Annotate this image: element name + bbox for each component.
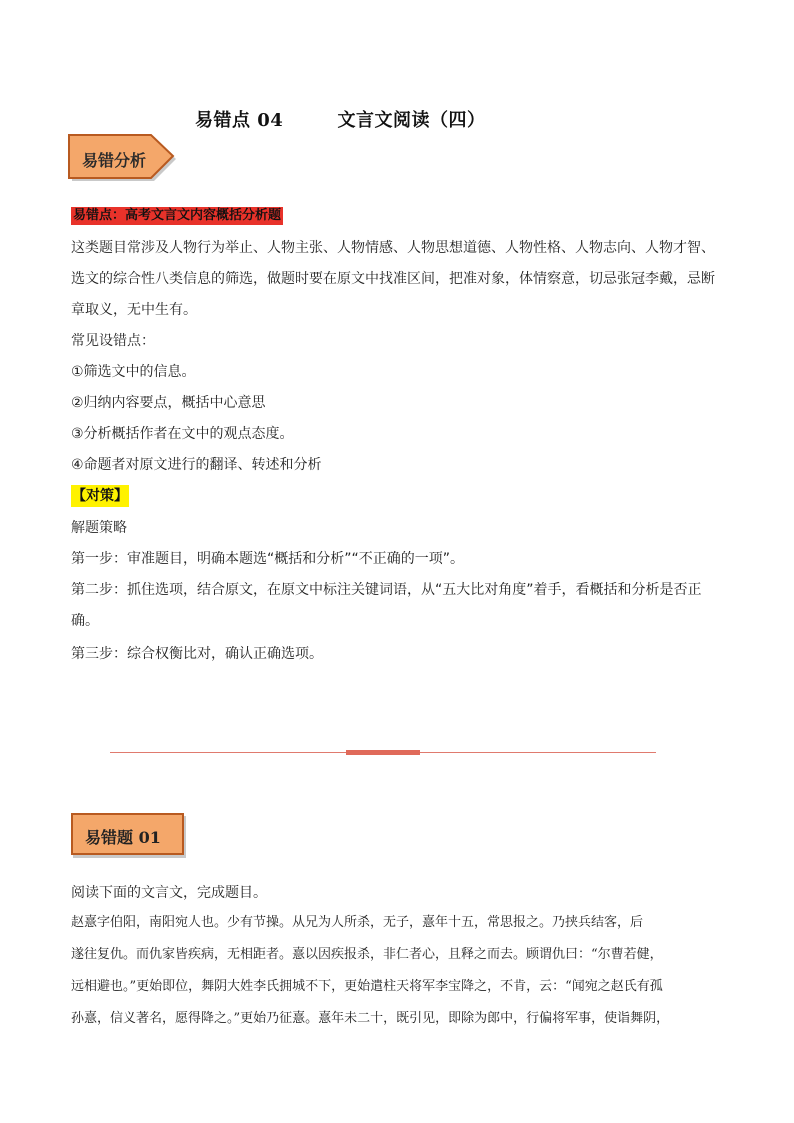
strategy-title: 解题策略 [71,520,127,536]
common-point-item: ①筛选文中的信息。 [71,364,196,380]
question-badge-label: 易错题 01 [85,828,161,847]
passage-line: 赵憙字伯阳，南阳宛人也。少有节操。从兄为人所杀，无子，憙年十五，常思报之。乃挟兵结客，后 [71,915,644,930]
page-title: 易错点 04 文言文阅读（四） [195,110,486,131]
strategy-tag: 【对策】 [71,485,129,507]
passage-line: 遂往复仇。而仇家皆疾病，无相距者。憙以因疾报杀，非仁者心，且释之而去。顾谓仇曰：“尔曹若健， [71,947,663,962]
passage-line: 孙憙，信义著名，愿得降之。”更始乃征憙。憙年未二十，既引见，即除为郎中，行偏将军事，使诣舞阴， [71,1011,670,1026]
intro-line: 这类题目常涉及人物行为举止、人物主张、人物情感、人物思想道德、人物性格、人物志向、人物才智、 [71,240,715,256]
strategy-step: 确。 [71,613,99,629]
question-badge [71,813,184,855]
section-badge [68,134,178,182]
common-point-item: ③分析概括作者在文中的观点态度。 [71,426,294,442]
common-point-item: ④命题者对原文进行的翻译、转述和分析 [71,457,322,473]
intro-line: 选文的综合性八类信息的筛选，做题时要在原文中找准区间，把准对象，体情察意，切忌张冠李戴，忌断 [71,271,715,287]
question-prompt: 阅读下面的文言文，完成题目。 [71,885,267,901]
strategy-step: 第三步：综合权衡比对，确认正确选项。 [71,646,323,662]
common-points-title: 常见设错点： [71,333,155,349]
passage-line: 远相避也。”更始即位，舞阴大姓李氏拥城不下，更始遣柱天将军李宝降之，不肯，云：“闻宛之赵氏有孤 [71,979,663,994]
error-point-heading: 易错点：高考文言文内容概括分析题 [73,208,282,223]
strategy-step: 第一步：审准题目，明确本题选“概括和分析”“不正确的一项”。 [71,551,465,567]
common-point-item: ②归纳内容要点，概括中心意思 [71,395,266,411]
section-divider-accent [346,750,420,755]
section-badge-label: 易错分析 [82,151,147,170]
intro-line: 章取义，无中生有。 [71,302,197,318]
strategy-step: 第二步：抓住选项，结合原文，在原文中标注关键词语，从“五大比对角度”着手，看概括和分析是否正 [71,582,702,598]
